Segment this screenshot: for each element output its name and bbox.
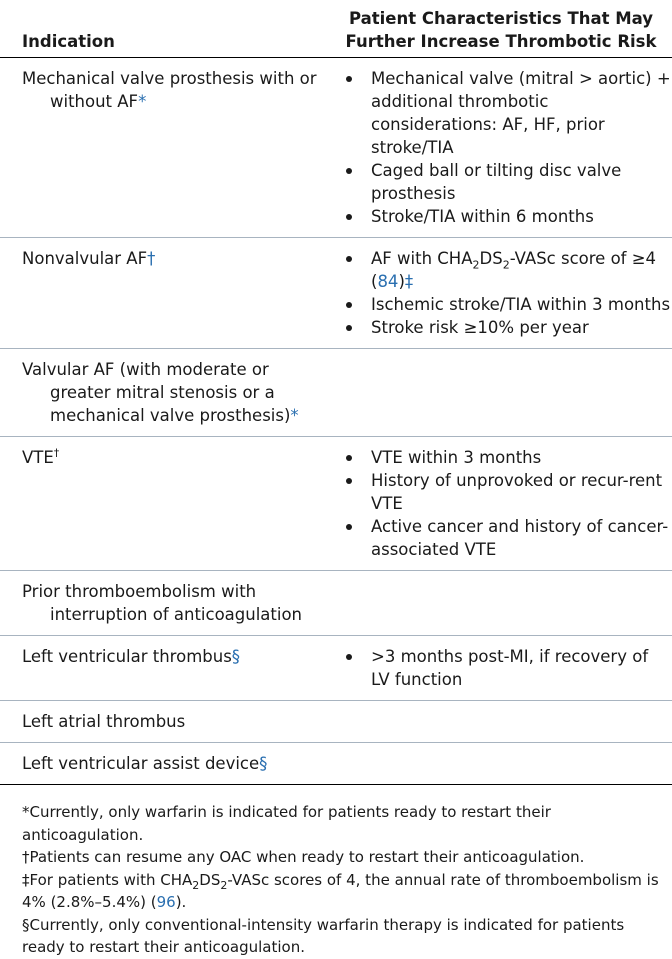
- footnote-mark[interactable]: †: [147, 249, 156, 268]
- list-item: AF with $CHA_2DS_2$-VASc score of ≥4 (84)‡: [330, 247, 672, 293]
- list-item: >3 months post-MI, if recovery of LV function: [330, 645, 672, 691]
- footnote-mark[interactable]: §: [231, 647, 241, 666]
- indication-cell: Prior thromboembolism with interruption of anticoagulation: [22, 582, 303, 624]
- footnote: *Currently, only warfarin is indicated for patients ready to restart their anticoagulation.: [22, 803, 551, 844]
- characteristics-cell: [330, 636, 672, 700]
- indication-cell: Left atrial thrombus: [22, 712, 186, 731]
- indication-cell: Nonvalvular AF†: [22, 249, 156, 268]
- list-item: History of unprovoked or recur-rent VTE: [330, 469, 672, 515]
- table-row: [0, 437, 672, 571]
- table-row: [0, 743, 672, 785]
- list-item: Mechanical valve (mitral > aortic) + additional thrombotic considerations: AF, HF, prior stroke/TIA: [330, 67, 672, 159]
- table-header: [0, 0, 672, 58]
- characteristics-cell: [330, 571, 672, 635]
- footnote-mark[interactable]: *: [290, 406, 299, 425]
- table-row: [0, 571, 672, 636]
- header-indication: Indication: [22, 32, 115, 51]
- header-characteristics: Patient Characteristics That May Further Increase Thrombotic Risk: [345, 9, 657, 51]
- characteristics-cell: [330, 349, 672, 436]
- indication-cell: Valvular AF (with moderate or greater mitral stenosis or a mechanical valve prosthesis)*: [22, 360, 299, 425]
- reference-link[interactable]: 84: [377, 272, 399, 291]
- characteristics-cell: [330, 58, 672, 237]
- characteristics-cell: [330, 743, 672, 784]
- footnote-mark[interactable]: †: [53, 446, 60, 460]
- table-row: [0, 238, 672, 349]
- indication-cell: Mechanical valve prosthesis with or without AF*: [22, 69, 317, 111]
- table-row: [0, 701, 672, 743]
- characteristics-cell: [330, 238, 672, 348]
- indication-cell: VTE†: [22, 446, 60, 467]
- list-item: Active cancer and history of cancer-associated VTE: [330, 515, 672, 561]
- footnote: †Patients can resume any OAC when ready to restart their anticoagulation.: [22, 848, 585, 866]
- indication-cell: Left ventricular assist device§: [22, 754, 268, 773]
- footnote-mark[interactable]: §: [259, 754, 268, 773]
- list-item: Stroke/TIA within 6 months: [330, 205, 672, 228]
- list-item: VTE within 3 months: [330, 446, 672, 469]
- characteristics-cell: [330, 701, 672, 742]
- list-item: Stroke risk ≥10% per year: [330, 316, 672, 339]
- footnote: ‡For patients with $CHA_2DS_2$-VASc scores of 4, the annual rate of thromboembolism is 4% (2.8%–5.4%) (96).: [22, 870, 659, 911]
- footnote: §Currently, only conventional-intensity warfarin therapy is indicated for patients ready to restart their anticoagulation.: [22, 915, 625, 956]
- indication-cell: Left ventricular thrombus§: [22, 647, 241, 666]
- reference-link[interactable]: 96: [156, 893, 176, 911]
- table-row: [0, 349, 672, 437]
- table-footnotes: [0, 785, 672, 959]
- characteristics-cell: [330, 437, 672, 570]
- footnote-mark[interactable]: ‡: [404, 272, 414, 291]
- table-row: [0, 58, 672, 238]
- list-item: Caged ball or tilting disc valve prosthesis: [330, 159, 672, 205]
- table-row: [0, 636, 672, 701]
- footnote-mark[interactable]: *: [138, 92, 147, 111]
- list-item: Ischemic stroke/TIA within 3 months: [330, 293, 672, 316]
